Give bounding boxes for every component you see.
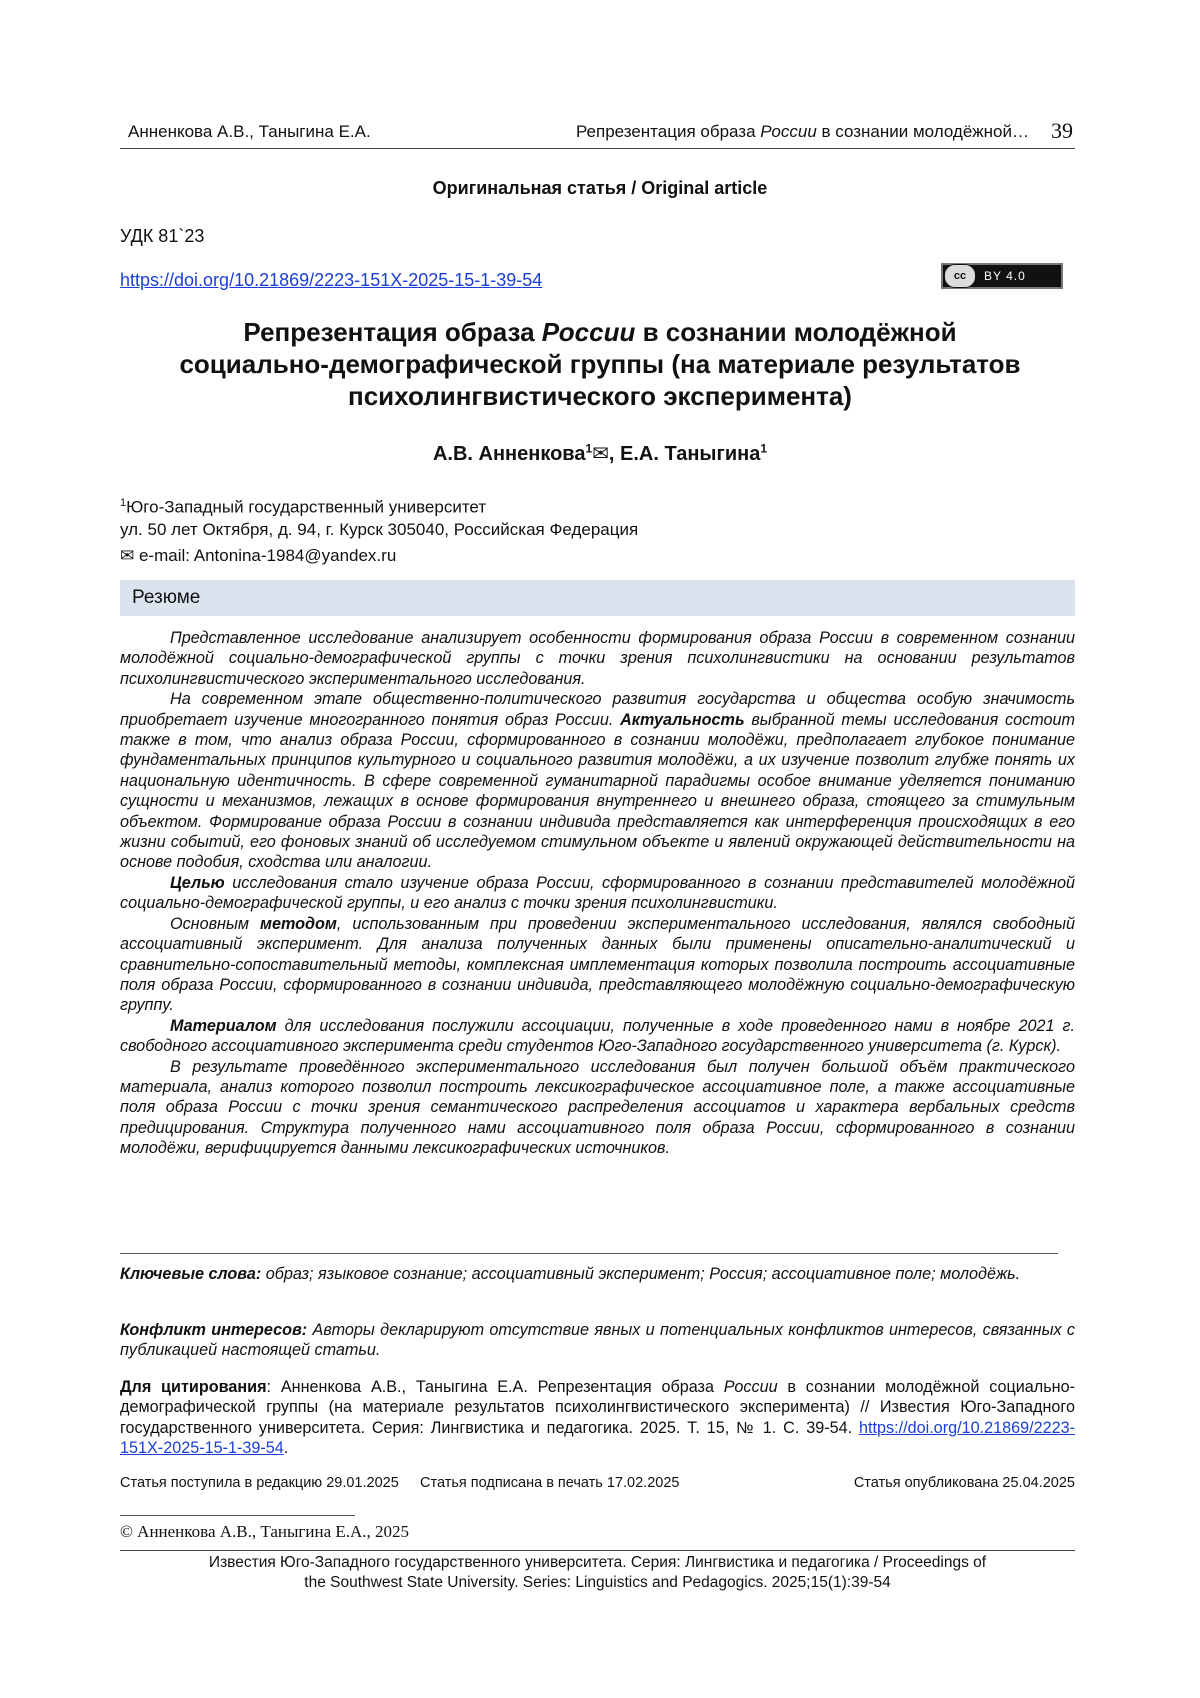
abstract-paragraph	[120, 1016, 1075, 1057]
abstract-paragraph	[120, 914, 1075, 1016]
title-italic: России	[541, 317, 636, 347]
abstract-paragraph	[120, 873, 1075, 914]
doi-link[interactable]: https://doi.org/10.21869/2223-151X-2025-15-1-39-54	[120, 270, 543, 290]
affiliation	[120, 492, 638, 541]
abstract-paragraph: В результате проведённого экспериментального исследования был получен большой объём практического материала, анализ которого позволил построить лексикографическое ассоциативное поле, а также ассоциативные поля образа России с точки зрения семантического распределения ассоциатов и характера вербальных средств предицирования. Структура полученного нами ассоциативного поля образа России, сформированного в сознании молодёжи, верифицируется данными лексикографических источников.	[120, 1057, 1075, 1158]
abstract-text: На современном этапе общественно-политического развития государства и общества особую значимость приобретает изучение многогранного понятия образ России.	[120, 690, 1075, 729]
keywords	[120, 1264, 1075, 1284]
affiliation-address: ул. 50 лет Октября, д. 94, г. Курск 305040, Российская Федерация	[120, 519, 639, 539]
envelope-icon: ✉	[120, 546, 139, 565]
license-label: BY 4.0	[984, 269, 1026, 283]
running-header-authors: Анненкова А.В., Таныгина Е.А.	[128, 122, 371, 141]
footer-line-1: Известия Юго-Западного государственного университета. Серия: Лингвистика и педагогика / Proceedings of	[208, 1554, 987, 1571]
conflict-text: Авторы декларируют отсутствие явных и потенциальных конфликтов интересов, связанных с публикацией настоящей статьи.	[120, 1321, 1076, 1360]
date-signed: Статья подписана в печать 17.02.2025	[420, 1475, 680, 1491]
abstract-keyword: Материалом	[170, 1016, 277, 1035]
running-title-part1: Репрезентация образа	[575, 122, 761, 141]
abstract-text: выбранной темы исследования состоит также в том, что анализ образа России, сформированного в сознании молодёжи, предполагает глубокое понимание фундаментальных принципов культурного и социального развития молодёжи, а их изучение позволит глубже понять их национальную идентичность. В сфере современной гуманитарной парадигмы особое внимание уделяется пониманию сущности и механизмов, лежащих в основе формирования внутреннего и внешнего образа, стоящего за стимульным объектом. Формирование образа России в сознании индивида представляется как интерференция происходящих в его жизни событий, его фоновых знаний об исследуемом стимульном объекте и явлений окружающей действительности на основе подобия, сходства или аналогии.	[120, 710, 1075, 872]
abstract-paragraph	[120, 689, 1075, 873]
running-title-part2: в сознании молодёжной…	[816, 122, 1029, 141]
affiliation-marker: 1	[120, 497, 127, 509]
running-title-italic: России	[760, 122, 817, 141]
footer-divider	[120, 1550, 1075, 1551]
journal-footer	[120, 1553, 1075, 1593]
title-line-3: психолингвистического эксперимента)	[348, 381, 852, 411]
date-published: Статья опубликована 25.04.2025	[853, 1475, 1075, 1491]
keywords-label: Ключевые слова:	[120, 1265, 262, 1283]
copyright: © Анненкова А.В., Таныгина Е.А., 2025	[120, 1522, 410, 1541]
citation-end: .	[283, 1439, 289, 1458]
page-number: 39	[1051, 118, 1073, 143]
affiliation-university	[120, 492, 638, 519]
keywords-text: образ; языковое сознание; ассоциативный эксперимент; Россия; ассоциативное поле; молодёжь.	[261, 1265, 1021, 1283]
university-name: Юго-Западный государственный университет	[126, 497, 487, 517]
abstract-text: исследования стало изучение образа России, сформированного в сознании представителей молодёжной социально-демографической группы, и его анализ с точки зрения психолингвистики.	[120, 873, 1075, 913]
cc-license-badge[interactable]	[941, 263, 1063, 289]
abstract-text: , использованным при проведении экспериментального исследования, являлся свободный ассоциативный эксперимент. Для анализа полученных данных были применены описательно-аналитический и сравнительно-сопоставительный методы, комплексная имплементация которых позволила построить ассоциативные поля образа России, сформированного в сознании индивида, представляющего молодёжную социально-демографическую группу.	[120, 914, 1075, 1015]
citation-italic: России	[723, 1378, 778, 1396]
article-dates	[120, 1475, 1075, 1495]
title-part: Репрезентация образа	[243, 317, 542, 347]
abstract-heading: Резюме	[132, 587, 201, 608]
abstract-keyword: Целью	[170, 873, 225, 892]
author-2-affiliation: 1	[760, 441, 768, 456]
article-title	[100, 316, 1100, 412]
citation-doi-link[interactable]: https://doi.org/10.21869/2223-151X-2025-15-1-39-54	[120, 1418, 1075, 1458]
author-list	[0, 441, 1200, 466]
udc-code: УДК 81`23	[120, 226, 205, 246]
footer-line-2: the Southwest State University. Series: Linguistics and Pedagogics. 2025;15(1):39-54	[304, 1574, 891, 1591]
title-line-1	[100, 316, 1100, 348]
citation-label: Для цитирования	[120, 1378, 267, 1396]
citation	[120, 1377, 1075, 1459]
conflict-label: Конфликт интересов:	[120, 1321, 308, 1339]
author-1: А.В. Анненкова	[432, 443, 586, 465]
envelope-icon: ✉	[592, 443, 609, 465]
abstract-paragraph: Представленное исследование анализирует особенности формирования образа России в современном сознании молодёжной социально-демографической группы с точки зрения психолингвистики на основании результатов психолингвистического экспериментального исследования.	[120, 629, 1075, 688]
divider	[120, 1253, 1058, 1254]
corresponding-email	[120, 546, 396, 566]
date-received: Статья поступила в редакцию 29.01.2025	[120, 1475, 399, 1491]
title-line-2: социально-демографической группы (на материале результатов	[179, 349, 1021, 379]
abstract-body	[120, 628, 1075, 1159]
running-header	[120, 118, 1075, 149]
citation-text: в сознании молодёжной социально-демографической группы (на материале результатов психолингвистического эксперимента) // Известия Юго-Западного государственного университета. Серия: Лингвистика и педагогика. 2025. Т. 15, № 1. С. 39-54.	[120, 1378, 1075, 1437]
abstract-text: для исследования послужили ассоциации, полученные в ходе проведенного нами в ноябре 2021 г. свободного ассоциативного эксперимента среди студентов Юго-Западного государственного университета (г. Курск).	[120, 1016, 1075, 1056]
abstract-text: Основным	[170, 914, 260, 933]
article-type: Оригинальная статья / Original article	[432, 178, 768, 198]
abstract-heading-bar	[120, 580, 1075, 616]
running-header-title	[576, 122, 1029, 142]
email-text: e-mail: Antonina-1984@yandex.ru	[138, 546, 397, 565]
author-2: Е.А. Таныгина	[620, 443, 761, 465]
title-part: в сознании молодёжной	[635, 317, 957, 347]
footnote-divider	[120, 1515, 355, 1516]
citation-text: : Анненкова А.В., Таныгина Е.А. Репрезентация образа	[266, 1378, 724, 1396]
author-separator: ,	[608, 443, 621, 465]
creative-commons-icon: cc	[944, 264, 976, 288]
abstract-keyword: Актуальность	[620, 710, 745, 729]
conflict-of-interest	[120, 1320, 1075, 1361]
abstract-keyword: методом	[259, 914, 337, 933]
author-1-affiliation: 1	[585, 441, 593, 456]
